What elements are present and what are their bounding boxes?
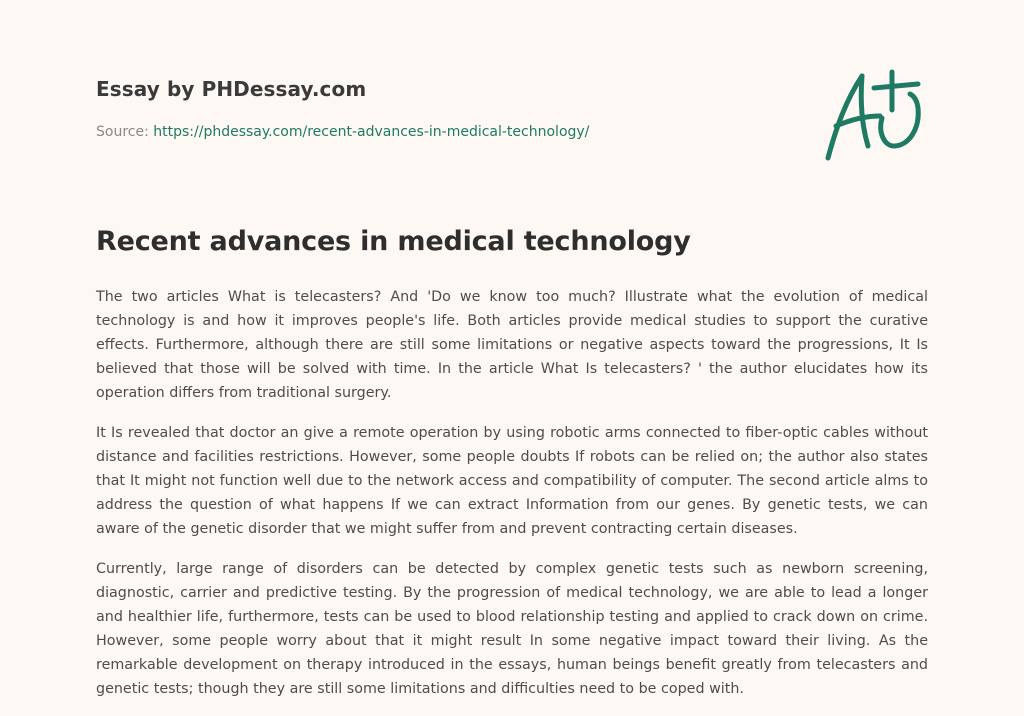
document-body	[96, 285, 928, 716]
source-line	[96, 124, 589, 140]
source-link[interactable]: https://phdessay.com/recent-advances-in-medical-technology/	[153, 124, 590, 140]
source-label: Source:	[96, 124, 154, 140]
a-plus-grade-icon	[822, 66, 928, 166]
paragraph: It Is revealed that doctor an give a remote operation by using robotic arms connected to fiber-optic cables without distance and facilities restrictions. However, some people doubts If robots can be relied on; the author also states that It might not function well due to the network access and compatibility of computer. The second article alms to address the question of what happens If we can extract Information from our genes. By genetic tests, we can aware of the genetic disorder that we might suffer from and prevent contracting certain diseases.	[96, 425, 928, 537]
site-title: Essay by PHDessay.com	[96, 77, 367, 101]
paragraph: The two articles What is telecasters? And 'Do we know too much? Illustrate what the evolution of medical technology is and how it improves people's life. Both articles provide medical studies to support the curative effects. Furthermore, although there are still some limitations or negative aspects toward the progressions, It Is believed that those will be solved with time. In the article What Is telecasters? ' the author elucidates how its operation differs from traditional surgery.	[96, 289, 928, 401]
document-title: Recent advances in medical technology	[96, 226, 691, 257]
paragraph: Currently, large range of disorders can be detected by complex genetic tests such as newborn screening, diagnostic, carrier and predictive testing. By the progression of medical technology, we are able to lead a longer and healthier life, furthermore, tests can be used to blood relationship testing and applied to crack down on crime. However, some people worry about that it might result In some negative impact toward their living. As the remarkable development on therapy introduced in the essays, human beings benefit greatly from telecasters and genetic tests; though they are still some limitations and difficulties need to be coped with.	[96, 561, 928, 697]
